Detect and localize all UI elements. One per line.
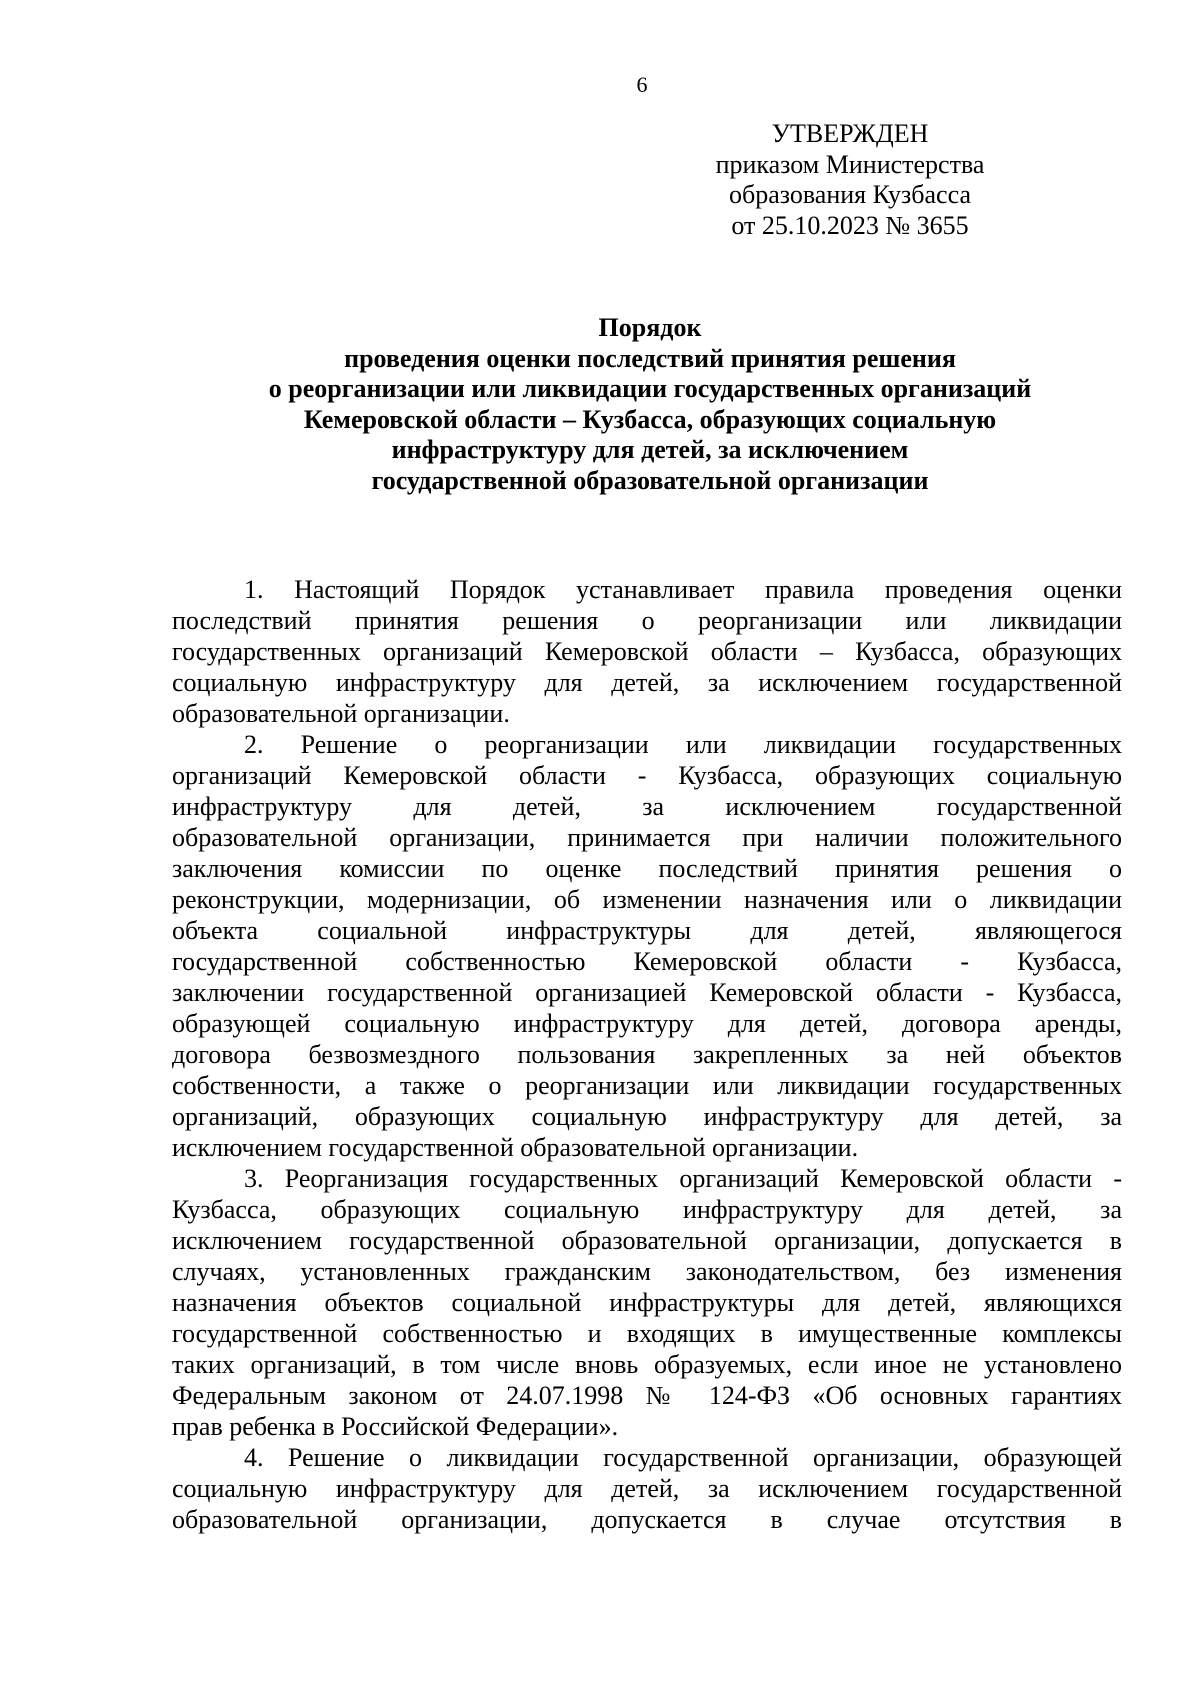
paragraph-line: собственности, а также о реорганизации или ликвидации государственных [172,1071,1122,1100]
document-title [150,313,1150,496]
paragraph-line: инфраструктуру для детей, за исключением государственной [172,792,1122,821]
paragraph-line: социальную инфраструктуру для детей, за исключением государственной [172,1474,1122,1503]
paragraph-line: заключении государственной организацией Кемеровской области - Кузбасса, [172,978,1122,1007]
approval-heading: УТВЕРЖДЕН [771,119,929,148]
paragraph-4 [172,1442,1122,1535]
paragraph-line: государственных организаций Кемеровской области – Кузбасса, образующих [172,637,1122,666]
paragraph-1 [172,574,1122,729]
paragraph-line: исключением государственной образовательной организации, допускается в [172,1226,1122,1255]
paragraph-line: объекта социальной инфраструктуры для детей, являющегося [172,916,1122,945]
paragraph-line: таких организаций, в том числе вновь образуемых, если иное не установлено [172,1350,1122,1379]
approval-line: приказом Министерства [715,149,985,179]
paragraph-line: Кузбасса, образующих социальную инфраструктуру для детей, за [172,1195,1122,1224]
page-number: 6 [636,72,648,97]
paragraph-line: социальную инфраструктуру для детей, за исключением государственной [172,668,1122,697]
paragraph-line: организаций Кемеровской области - Кузбасса, образующих социальную [172,761,1122,790]
approval-line: образования Кузбасса [728,180,971,209]
paragraph-2 [172,729,1122,1163]
paragraph-line: случаях, установленных гражданским законодательством, без изменения [172,1257,1122,1286]
paragraph-line: 3. Реорганизация государственных организаций Кемеровской области - [244,1164,1122,1193]
paragraph-line: 4. Решение о ликвидации государственной организации, образующей [244,1443,1122,1472]
paragraph-line: договора безвозмездного пользования закрепленных за ней объектов [172,1040,1122,1069]
paragraph-line: образовательной организации, принимается при наличии положительного [172,823,1122,852]
paragraph-line: Федеральным законом от 24.07.1998 № 124-ФЗ «Об основных гарантиях [172,1381,1122,1410]
paragraph-line: исключением государственной образовательной организации. [172,1133,859,1162]
approval-stamp [690,119,1010,241]
paragraph-line: 2. Решение о реорганизации или ликвидации государственных [244,730,1122,759]
paragraph-line: государственной собственностью и входящих в имущественные комплексы [172,1319,1122,1348]
title-line: Порядок [598,313,702,342]
paragraph-line: образовательной организации, допускается в случае отсутствия в [172,1505,1122,1534]
approval-order-number: от 25.10.2023 № 3655 [731,210,969,240]
paragraph-line: образовательной организации. [172,699,510,728]
title-line: Кемеровской области – Кузбасса, образующих социальную [303,404,997,434]
paragraph-line: государственной собственностью Кемеровской области - Кузбасса, [172,947,1122,976]
title-line: проведения оценки последствий принятия решения [344,343,956,373]
document-body [172,574,1122,1535]
title-line: государственной образовательной организации [371,465,929,495]
paragraph-line: заключения комиссии по оценке последствий принятия решения о [172,854,1122,883]
paragraph-line: назначения объектов социальной инфраструктуры для детей, являющихся [172,1288,1122,1317]
paragraph-line: последствий принятия решения о реорганизации или ликвидации [172,606,1122,635]
paragraph-3 [172,1163,1122,1442]
paragraph-line: организаций, образующих социальную инфраструктуру для детей, за [172,1102,1122,1131]
paragraph-line: прав ребенка в Российской Федерации». [172,1412,619,1441]
paragraph-line: реконструкции, модернизации, об изменении назначения или о ликвидации [172,885,1122,914]
title-line: о реорганизации или ликвидации государственных организаций [268,374,1032,403]
paragraph-line: 1. Настоящий Порядок устанавливает правила проведения оценки [244,575,1122,604]
title-line: инфраструктуру для детей, за исключением [391,435,909,464]
paragraph-line: образующей социальную инфраструктуру для детей, договора аренды, [172,1009,1122,1038]
